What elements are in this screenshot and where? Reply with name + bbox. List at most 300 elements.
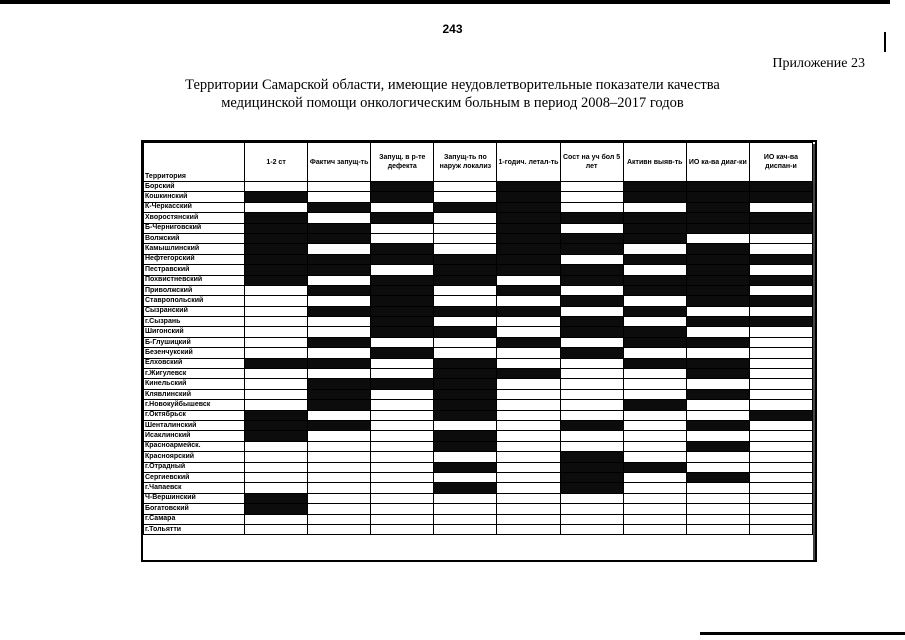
indicator-cell-flagged [245,213,308,223]
indicator-cell-flagged [308,233,371,243]
indicator-cell-flagged [686,192,749,202]
table-row [144,410,813,420]
indicator-cell-ok [308,410,371,420]
title-line-2: медицинской помощи онкологическим больным в период 2008–2017 годов [221,95,684,111]
indicator-cell-ok [497,275,560,285]
indicator-cell-flagged [497,192,560,202]
territory-name: Безенчукский [144,348,245,358]
indicator-cell-ok [434,452,497,462]
indicator-cell-flagged [371,327,434,337]
indicator-cell-flagged [308,420,371,430]
indicator-cell-ok [497,317,560,327]
indicator-cell-ok [686,348,749,358]
indicator-cell-flagged [749,254,812,264]
indicator-cell-ok [371,358,434,368]
indicator-cell-ok [686,431,749,441]
indicator-cell-flagged [497,233,560,243]
indicator-cell-flagged [623,192,686,202]
table-row [144,504,813,514]
indicator-cell-flagged [434,369,497,379]
indicator-cell-flagged [560,265,623,275]
indicator-cell-ok [245,452,308,462]
territory-indicator-table [143,142,813,535]
indicator-cell-ok [749,389,812,399]
indicator-cell-flagged [245,265,308,275]
territory-table-wrap [143,142,817,560]
indicator-cell-ok [371,504,434,514]
territory-name: Шенталинский [144,420,245,430]
indicator-cell-flagged [749,223,812,233]
indicator-cell-ok [497,296,560,306]
indicator-cell-flagged [497,202,560,212]
indicator-cell-ok [434,420,497,430]
indicator-cell-flagged [686,358,749,368]
indicator-cell-ok [308,524,371,534]
indicator-cell-flagged [308,306,371,316]
indicator-cell-ok [371,514,434,524]
indicator-cell-ok [245,296,308,306]
indicator-cell-flagged [497,244,560,254]
indicator-cell-ok [308,431,371,441]
indicator-cell-ok [308,192,371,202]
territory-name: Хворостянский [144,213,245,223]
indicator-cell-flagged [560,296,623,306]
indicator-cell-flagged [371,254,434,264]
indicator-cell-flagged [497,306,560,316]
indicator-cell-ok [434,524,497,534]
indicator-cell-ok [434,223,497,233]
indicator-cell-ok [560,369,623,379]
indicator-cell-flagged [560,420,623,430]
indicator-cell-ok [434,296,497,306]
territory-name: г.Жигулевск [144,369,245,379]
indicator-cell-ok [749,348,812,358]
indicator-cell-flagged [686,369,749,379]
indicator-cell-ok [308,462,371,472]
indicator-cell-flagged [371,182,434,192]
table-row [144,202,813,212]
indicator-cell-flagged [749,213,812,223]
indicator-cell-flagged [497,265,560,275]
indicator-cell-ok [434,504,497,514]
table-row [144,369,813,379]
table-row [144,358,813,368]
indicator-cell-flagged [749,182,812,192]
indicator-cell-ok [371,483,434,493]
indicator-cell-ok [686,400,749,410]
indicator-cell-flagged [686,244,749,254]
territory-name: Пестравский [144,265,245,275]
table-row [144,182,813,192]
indicator-cell-ok [308,493,371,503]
indicator-cell-flagged [308,358,371,368]
indicator-cell-flagged [245,192,308,202]
indicator-cell-flagged [245,358,308,368]
indicator-cell-flagged [623,275,686,285]
indicator-cell-ok [749,337,812,347]
table-row [144,420,813,430]
indicator-cell-ok [497,410,560,420]
indicator-cell-flagged [308,400,371,410]
indicator-cell-ok [434,317,497,327]
indicator-cell-ok [308,504,371,514]
indicator-cell-ok [245,462,308,472]
indicator-cell-ok [686,233,749,243]
indicator-cell-ok [497,493,560,503]
indicator-cell-ok [371,223,434,233]
indicator-cell-flagged [434,400,497,410]
indicator-cell-ok [749,369,812,379]
indicator-cell-flagged [686,441,749,451]
indicator-cell-flagged [308,389,371,399]
indicator-cell-ok [686,504,749,514]
indicator-cell-ok [749,358,812,368]
indicator-cell-flagged [497,285,560,295]
indicator-cell-ok [245,441,308,451]
table-row [144,389,813,399]
indicator-cell-ok [371,410,434,420]
column-header-9: ИО кач-ва диспан-и [749,143,812,182]
indicator-cell-flagged [686,317,749,327]
indicator-cell-ok [560,379,623,389]
indicator-cell-ok [245,472,308,482]
indicator-cell-flagged [560,233,623,243]
indicator-cell-ok [497,358,560,368]
indicator-cell-ok [749,202,812,212]
indicator-cell-ok [497,452,560,462]
indicator-cell-flagged [560,317,623,327]
territory-name: Похвистневский [144,275,245,285]
indicator-cell-ok [749,514,812,524]
indicator-cell-flagged [308,254,371,264]
indicator-cell-flagged [686,472,749,482]
indicator-cell-ok [308,441,371,451]
indicator-cell-ok [497,483,560,493]
indicator-cell-flagged [560,275,623,285]
indicator-cell-ok [497,431,560,441]
indicator-cell-flagged [434,306,497,316]
indicator-cell-ok [497,514,560,524]
indicator-cell-flagged [623,400,686,410]
indicator-cell-ok [623,504,686,514]
indicator-cell-ok [560,514,623,524]
indicator-cell-ok [749,265,812,275]
indicator-cell-ok [434,472,497,482]
indicator-cell-ok [245,306,308,316]
indicator-cell-flagged [749,317,812,327]
indicator-cell-ok [749,244,812,254]
indicator-cell-ok [560,306,623,316]
indicator-cell-ok [560,358,623,368]
table-row [144,472,813,482]
indicator-cell-ok [308,182,371,192]
indicator-cell-ok [749,327,812,337]
indicator-cell-flagged [686,275,749,285]
territory-name: Камышлинский [144,244,245,254]
indicator-cell-ok [749,431,812,441]
indicator-cell-ok [497,327,560,337]
indicator-cell-flagged [623,223,686,233]
column-header-1: 1-2 ст [245,143,308,182]
territory-name: Кинельский [144,379,245,389]
indicator-cell-ok [245,202,308,212]
indicator-cell-ok [749,462,812,472]
indicator-cell-ok [686,452,749,462]
indicator-cell-flagged [371,192,434,202]
indicator-cell-flagged [686,285,749,295]
indicator-cell-ok [560,389,623,399]
indicator-cell-ok [434,337,497,347]
territory-name: К-Черкасский [144,202,245,212]
indicator-cell-ok [686,327,749,337]
indicator-cell-ok [245,524,308,534]
indicator-cell-flagged [245,223,308,233]
indicator-cell-flagged [623,306,686,316]
indicator-cell-ok [497,389,560,399]
indicator-cell-ok [686,493,749,503]
indicator-cell-flagged [434,358,497,368]
table-header-row [144,143,813,182]
indicator-cell-ok [308,327,371,337]
indicator-cell-flagged [623,285,686,295]
territory-name: Клявлинский [144,389,245,399]
indicator-cell-ok [623,493,686,503]
indicator-cell-ok [749,524,812,534]
indicator-cell-flagged [371,244,434,254]
indicator-cell-ok [308,483,371,493]
indicator-cell-flagged [686,182,749,192]
indicator-cell-ok [371,337,434,347]
indicator-cell-ok [686,379,749,389]
indicator-cell-flagged [686,202,749,212]
indicator-cell-ok [497,379,560,389]
indicator-cell-ok [308,369,371,379]
indicator-cell-flagged [371,306,434,316]
indicator-cell-ok [245,327,308,337]
table-row [144,524,813,534]
indicator-cell-flagged [749,192,812,202]
column-header-0: Территория [144,143,245,182]
indicator-cell-ok [497,472,560,482]
indicator-cell-flagged [371,317,434,327]
indicator-cell-ok [749,504,812,514]
bottom-rule [700,632,905,635]
indicator-cell-flagged [245,504,308,514]
indicator-cell-ok [623,296,686,306]
indicator-cell-flagged [749,275,812,285]
indicator-cell-flagged [686,420,749,430]
indicator-cell-flagged [434,265,497,275]
indicator-cell-ok [560,504,623,514]
indicator-cell-ok [686,514,749,524]
indicator-cell-ok [560,285,623,295]
indicator-cell-ok [434,493,497,503]
indicator-cell-ok [434,182,497,192]
indicator-cell-ok [623,410,686,420]
indicator-cell-ok [497,400,560,410]
indicator-cell-ok [245,348,308,358]
indicator-cell-ok [623,379,686,389]
indicator-cell-ok [308,296,371,306]
indicator-cell-flagged [686,337,749,347]
table-row [144,317,813,327]
territory-name: г.Отрадный [144,462,245,472]
territory-name: Борский [144,182,245,192]
indicator-cell-flagged [308,223,371,233]
indicator-cell-ok [560,441,623,451]
indicator-cell-ok [245,389,308,399]
indicator-cell-flagged [560,462,623,472]
indicator-cell-ok [560,410,623,420]
indicator-cell-ok [623,524,686,534]
indicator-cell-flagged [308,337,371,347]
indicator-cell-ok [308,317,371,327]
indicator-cell-flagged [245,420,308,430]
title-line-1: Территории Самарской области, имеющие неудовлетворительные показатели качества [185,77,720,93]
indicator-cell-ok [623,202,686,212]
indicator-cell-flagged [308,202,371,212]
table-row [144,223,813,233]
indicator-cell-flagged [560,244,623,254]
indicator-cell-flagged [245,431,308,441]
table-row [144,452,813,462]
column-header-3: Запущ. в р-те дефекта [371,143,434,182]
indicator-cell-ok [623,369,686,379]
indicator-cell-ok [560,431,623,441]
indicator-cell-ok [560,493,623,503]
indicator-cell-ok [434,285,497,295]
territory-name: Сергиевский [144,472,245,482]
indicator-cell-ok [497,420,560,430]
indicator-cell-ok [623,317,686,327]
indicator-cell-ok [749,452,812,462]
indicator-cell-ok [623,441,686,451]
indicator-cell-flagged [371,379,434,389]
indicator-cell-ok [749,441,812,451]
indicator-cell-flagged [560,483,623,493]
indicator-cell-ok [623,483,686,493]
table-row [144,348,813,358]
indicator-cell-ok [308,472,371,482]
table-row [144,514,813,524]
table-row [144,254,813,264]
indicator-cell-flagged [371,296,434,306]
indicator-cell-flagged [623,327,686,337]
indicator-cell-ok [371,389,434,399]
indicator-cell-flagged [434,327,497,337]
indicator-cell-ok [245,317,308,327]
indicator-cell-ok [434,514,497,524]
territory-name: Ставропольский [144,296,245,306]
indicator-cell-flagged [686,389,749,399]
indicator-cell-flagged [371,275,434,285]
indicator-cell-flagged [686,296,749,306]
territory-name: Богатовский [144,504,245,514]
table-shadow [813,144,817,560]
appendix-label: Приложение 23 [772,56,865,71]
territory-name: г.Сызрань [144,317,245,327]
indicator-cell-flagged [686,223,749,233]
indicator-cell-ok [623,389,686,399]
indicator-cell-flagged [497,182,560,192]
indicator-cell-ok [497,441,560,451]
indicator-cell-ok [749,379,812,389]
indicator-cell-flagged [749,410,812,420]
column-header-6: Сост на уч бол 5 лет [560,143,623,182]
indicator-cell-ok [434,233,497,243]
table-row [144,493,813,503]
indicator-cell-ok [371,493,434,503]
top-rule [0,0,890,4]
indicator-cell-flagged [371,285,434,295]
indicator-cell-ok [686,306,749,316]
indicator-cell-flagged [560,472,623,482]
indicator-cell-flagged [245,493,308,503]
territory-name: Сызранский [144,306,245,316]
indicator-cell-ok [371,452,434,462]
indicator-cell-ok [497,504,560,514]
indicator-cell-flagged [434,483,497,493]
indicator-cell-flagged [497,223,560,233]
indicator-cell-ok [623,265,686,275]
column-header-2: Фактич запущ-ть [308,143,371,182]
indicator-cell-ok [623,514,686,524]
indicator-cell-ok [623,244,686,254]
indicator-cell-ok [308,275,371,285]
indicator-cell-ok [560,223,623,233]
table-row [144,431,813,441]
indicator-cell-flagged [434,441,497,451]
indicator-cell-flagged [497,254,560,264]
indicator-cell-ok [308,452,371,462]
indicator-cell-flagged [434,202,497,212]
indicator-cell-flagged [434,462,497,472]
table-row [144,400,813,410]
territory-name: г.Новокуйбышевск [144,400,245,410]
indicator-cell-ok [245,182,308,192]
indicator-cell-ok [371,472,434,482]
indicator-cell-flagged [686,265,749,275]
indicator-cell-ok [623,431,686,441]
column-header-5: 1-годич. летал-ть [497,143,560,182]
indicator-cell-ok [371,431,434,441]
indicator-cell-flagged [371,348,434,358]
indicator-cell-flagged [497,213,560,223]
territory-name: Красноармейск. [144,441,245,451]
indicator-cell-ok [749,493,812,503]
indicator-cell-flagged [245,244,308,254]
indicator-cell-ok [560,524,623,534]
table-row [144,327,813,337]
territory-name: г.Тольятти [144,524,245,534]
indicator-cell-ok [245,514,308,524]
indicator-cell-flagged [623,462,686,472]
indicator-cell-ok [560,202,623,212]
indicator-cell-ok [245,369,308,379]
indicator-cell-ok [434,213,497,223]
indicator-cell-flagged [623,337,686,347]
territory-name: Елховский [144,358,245,368]
territory-name: Волжский [144,233,245,243]
indicator-cell-flagged [623,213,686,223]
territory-name: Нефтегорский [144,254,245,264]
indicator-cell-flagged [308,265,371,275]
indicator-cell-ok [560,254,623,264]
table-row [144,462,813,472]
indicator-cell-ok [245,400,308,410]
indicator-cell-ok [497,462,560,472]
indicator-cell-flagged [371,213,434,223]
